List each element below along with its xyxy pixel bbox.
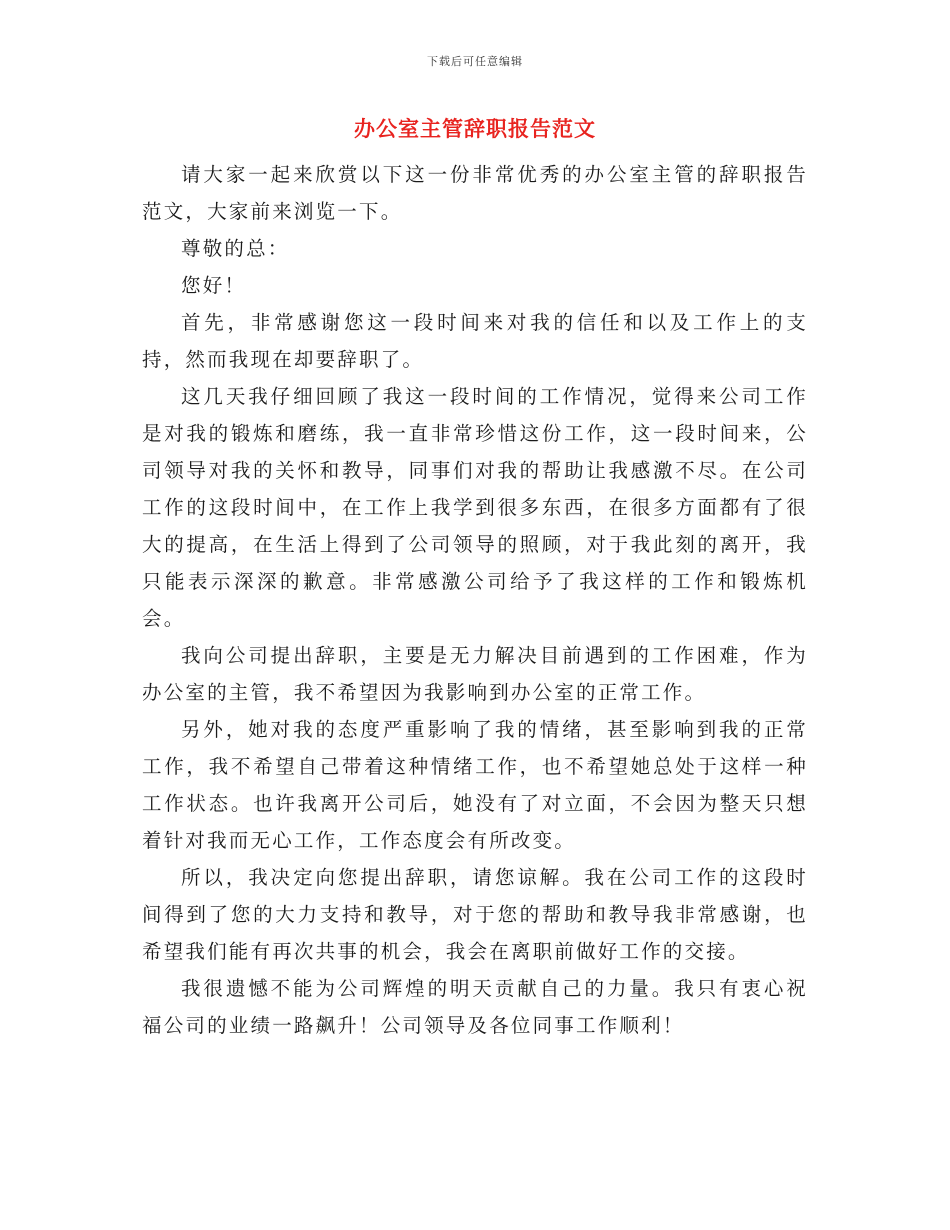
paragraph-greeting: 您好！ <box>181 274 247 297</box>
page-header-note: 下载后可任意编辑 <box>427 55 523 68</box>
paragraph-salutation: 尊敬的总： <box>181 237 290 260</box>
document-title: 办公室主管辞职报告范文 <box>354 116 596 141</box>
paragraph-reason: 我向公司提出辞职，主要是无力解决目前遇到的工作困难，作为办公室的主管，我不希望因为我影响到办公室的正常工作。 <box>142 644 808 704</box>
document-body <box>142 156 808 1044</box>
paragraph-review: 这几天我仔细回顾了我这一段时间的工作情况，觉得来公司工作是对我的锻炼和磨练，我一直非常珍惜这份工作，这一段时间来，公司领导对我的关怀和教导，同事们对我的帮助让我感激不尽。在公司工作的这段时间中，在工作上我学到很多东西，在很多方面都有了很大的提高，在生活上得到了公司领导的照顾，对于我此刻的离开，我只能表示深深的歉意。非常感激公司给予了我这样的工作和锻炼机会。 <box>142 385 808 630</box>
paragraph-closing: 我很遗憾不能为公司辉煌的明天贡献自己的力量。我只有衷心祝福公司的业绩一路飙升！公司领导及各位同事工作顺利！ <box>142 977 808 1037</box>
paragraph-additional: 另外，她对我的态度严重影响了我的情绪，甚至影响到我的正常工作，我不希望自己带着这种情绪工作，也不希望她总处于这样一种工作状态。也许我离开公司后，她没有了对立面，不会因为整天只想着针对我而无心工作，工作态度会有所改变。 <box>142 718 808 852</box>
paragraph-decision: 所以，我决定向您提出辞职，请您谅解。我在公司工作的这段时间得到了您的大力支持和教导，对于您的帮助和教导我非常感谢，也希望我们能有再次共事的机会，我会在离职前做好工作的交接。 <box>142 866 808 963</box>
paragraph-intro: 请大家一起来欣赏以下这一份非常优秀的办公室主管的辞职报告范文，大家前来浏览一下。 <box>142 163 808 223</box>
paragraph-thanks: 首先，非常感谢您这一段时间来对我的信任和以及工作上的支持，然而我现在却要辞职了。 <box>142 311 808 371</box>
